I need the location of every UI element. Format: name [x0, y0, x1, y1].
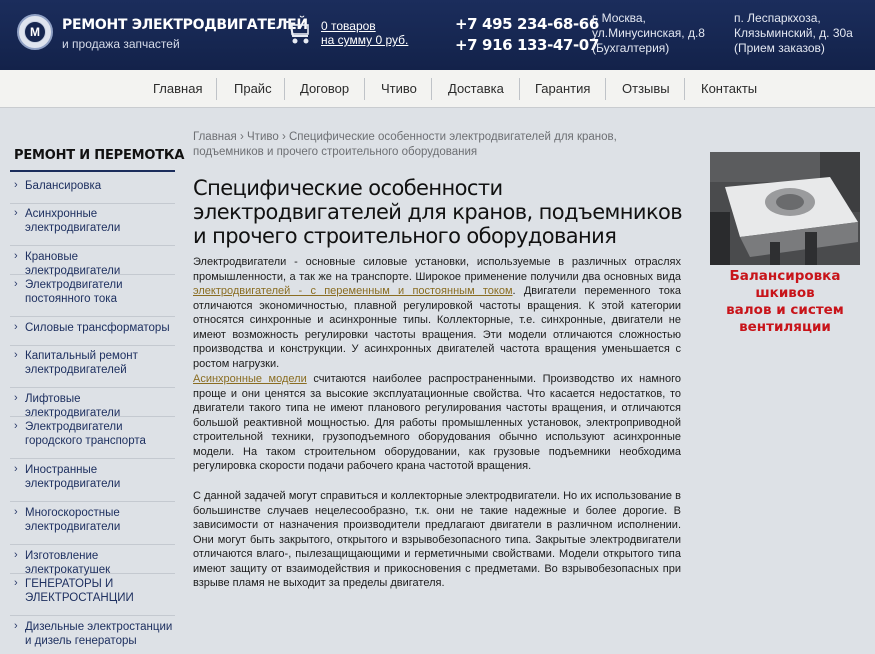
sidebar-item-label[interactable]: Лифтовые электродвигатели — [25, 393, 121, 419]
logo-title[interactable]: РЕМОНТ ЭЛЕКТРОДВИГАТЕЛЕЙ — [62, 17, 308, 33]
balancing-machine-photo — [710, 152, 860, 265]
motor-types-link[interactable]: электродвигателей - с переменным и постоянным током — [193, 285, 513, 297]
breadcrumb-section[interactable]: Чтиво — [247, 131, 279, 143]
chevron-right-icon: › — [14, 392, 18, 404]
article-paragraph: С данной задачей могут справиться и коллекторные электродвигатели. Но их использование в большинстве случаев нецелесообразно, т.к. они не такие надежные и более дорогие. В зависимости от назначения производители предлагают двигатели в различном исполнении. Они могут быть закрытого, открытого и взрывобезопасного типа. Закрытые электродвигатели отличаются влаго-, пылезащищающими и герметичными свойствами. Модели открытого типа имеют защиту от взаимодействия и прикосновения с предметами. Во взрывобезопасных при взрыве пламя не выходит за пределы двигателя. — [193, 490, 681, 589]
breadcrumb — [193, 130, 683, 160]
breadcrumb-current: Специфические особенности электродвигателей для кранов, подъемников и прочего строительного оборудования — [193, 131, 617, 158]
sidebar-item-label[interactable]: Крановые электродвигатели — [25, 251, 121, 277]
chevron-right-icon: › — [14, 349, 18, 361]
sidebar-item[interactable] — [10, 250, 175, 275]
logo-letter: М — [24, 21, 46, 43]
sidebar-item-label[interactable]: Дизельные электростанции и дизель генераторы — [25, 621, 173, 647]
address-orders — [734, 11, 853, 56]
chevron-right-icon: › — [14, 620, 18, 632]
sidebar-item[interactable] — [10, 463, 175, 502]
sidebar-title: РЕМОНТ И ПЕРЕМОТКА — [14, 148, 185, 163]
chevron-right-icon: › — [14, 250, 18, 262]
article-paragraph — [193, 255, 681, 371]
nav-warranty[interactable]: Гарантия — [535, 81, 591, 96]
nav-contacts[interactable]: Контакты — [701, 81, 758, 96]
nav-divider — [605, 78, 606, 100]
sidebar-item-label[interactable]: Изготовление электрокатушек — [25, 550, 111, 576]
nav-divider — [216, 78, 217, 100]
promo-line[interactable]: вентиляции — [739, 319, 831, 335]
sidebar-item-label[interactable]: Электродвигатели постоянного тока — [25, 279, 123, 305]
chevron-right-icon: › — [14, 321, 18, 333]
address-line: ул.Минусинская, д.8 — [592, 26, 705, 40]
nav-delivery[interactable]: Доставка — [448, 81, 504, 96]
promo-link[interactable] — [705, 268, 865, 336]
sidebar-item[interactable] — [10, 577, 175, 616]
chevron-right-icon: › — [14, 506, 18, 518]
nav-divider — [519, 78, 520, 100]
sidebar-item[interactable] — [10, 321, 175, 346]
nav-divider — [284, 78, 285, 100]
chevron-right-icon: › — [14, 278, 18, 290]
logo-subtitle: и продажа запчастей — [62, 37, 180, 51]
chevron-right-icon: › — [14, 577, 18, 589]
sidebar-item-label[interactable]: Многоскоростные электродвигатели — [25, 507, 121, 533]
sidebar-item-label[interactable]: Иностранные электродвигатели — [25, 464, 121, 490]
sidebar-item-label[interactable]: Капитальный ремонт электродвигателей — [25, 350, 138, 376]
chevron-right-icon: › — [14, 549, 18, 561]
chevron-right-icon: › — [14, 420, 18, 432]
sidebar-item[interactable] — [10, 620, 175, 654]
phone-2: +7 916 133-47-07 — [455, 36, 599, 54]
nav-price[interactable]: Прайс — [234, 81, 272, 96]
breadcrumb-separator: › — [281, 131, 289, 143]
sidebar-item-label[interactable]: Асинхронные электродвигатели — [25, 208, 121, 234]
promo-line[interactable]: шкивов — [755, 285, 815, 301]
phone-1: +7 495 234-68-66 — [455, 15, 599, 33]
cart-count-link[interactable]: 0 товаров — [321, 19, 376, 33]
breadcrumb-separator: › — [239, 131, 248, 143]
sidebar-item-label[interactable]: Силовые трансформаторы — [25, 322, 170, 334]
breadcrumb-home[interactable]: Главная — [193, 131, 237, 143]
address-accounting — [592, 11, 705, 56]
logo-icon[interactable] — [17, 14, 53, 50]
chevron-right-icon: › — [14, 179, 18, 191]
sidebar-item-label[interactable]: Электродвигатели городского транспорта — [25, 421, 146, 447]
nav-contract[interactable]: Договор — [300, 81, 350, 96]
sidebar-item[interactable] — [10, 420, 175, 459]
article-paragraph — [193, 372, 681, 474]
chevron-right-icon: › — [14, 463, 18, 475]
sidebar-item[interactable] — [10, 549, 175, 574]
paragraph-text: считаются наиболее распространенными. Производство их намного проще и они ценятся за высокие эксплуатационные свойства. Что касается недостатков, то двигатели такого типа не имеют планового регулирования частоты вращения, и отличаются большой реактивной мощностью. Для работы промышленных установок, электроприводной строительной техники, грузоподъемного оборудования обычно используют асинхронные модели. На таком строительном оборудовании, как грузовые подъемники необходима регулировка скорости подачи рабочего крана частотой вращения. — [193, 373, 681, 472]
nav-divider — [431, 78, 432, 100]
chevron-right-icon: › — [14, 207, 18, 219]
paragraph-text: Электродвигатели - основные силовые установки, используемые в различных отраслях промышленности, а так же на транспорте. Широкое применение получили два основных вида — [193, 256, 681, 283]
cart-sum-link[interactable]: на сумму 0 руб. — [321, 33, 409, 47]
nav-reviews[interactable]: Отзывы — [622, 81, 670, 96]
address-line: Клязьминский, д. 30а — [734, 26, 853, 40]
nav-home[interactable]: Главная — [153, 81, 203, 96]
async-models-link[interactable]: Асинхронные модели — [193, 373, 307, 385]
sidebar-item-label[interactable]: Балансировка — [25, 180, 102, 192]
sidebar-item[interactable] — [10, 349, 175, 388]
promo-image[interactable] — [710, 152, 860, 265]
sidebar-divider — [10, 170, 175, 172]
site-header — [0, 0, 875, 70]
sidebar-item[interactable] — [10, 392, 175, 417]
nav-reading[interactable]: Чтиво — [381, 81, 417, 96]
nav-divider — [364, 78, 365, 100]
sidebar-item[interactable] — [10, 179, 175, 204]
nav-divider — [684, 78, 685, 100]
sidebar-item[interactable] — [10, 207, 175, 246]
address-line: (Бухгалтерия) — [592, 41, 670, 55]
promo-line[interactable]: Балансировка — [729, 268, 841, 284]
paragraph-text: . Двигатели переменного тока отличаются экономичностью, плавной регулировкой частоты вращения. К этой категории относятся синхронные и асинхронные типы. Коллекторные, т.е. синхронные, двигатели не имеют возможность регулировки частоты вращения. Эти модели отличаются сложностью производства и конструкции. У асинхронных двигателей частота вращения уменьшается с ростом нагрузки. — [193, 285, 682, 370]
cart-icon[interactable] — [283, 19, 313, 47]
sidebar-item[interactable] — [10, 278, 175, 317]
sidebar-item[interactable] — [10, 506, 175, 545]
page-title: Специфические особенности электродвигателей для кранов, подъемников и прочего строительного оборудования — [193, 176, 683, 248]
address-line: п. Леспаркхоза, — [734, 11, 821, 25]
promo-line[interactable]: валов и систем — [726, 302, 844, 318]
address-line: г. Москва, — [592, 11, 646, 25]
sidebar-item-label[interactable]: ГЕНЕРАТОРЫ И ЭЛЕКТРОСТАНЦИИ — [25, 578, 134, 604]
main-nav — [0, 70, 875, 108]
address-line: (Прием заказов) — [734, 41, 825, 55]
